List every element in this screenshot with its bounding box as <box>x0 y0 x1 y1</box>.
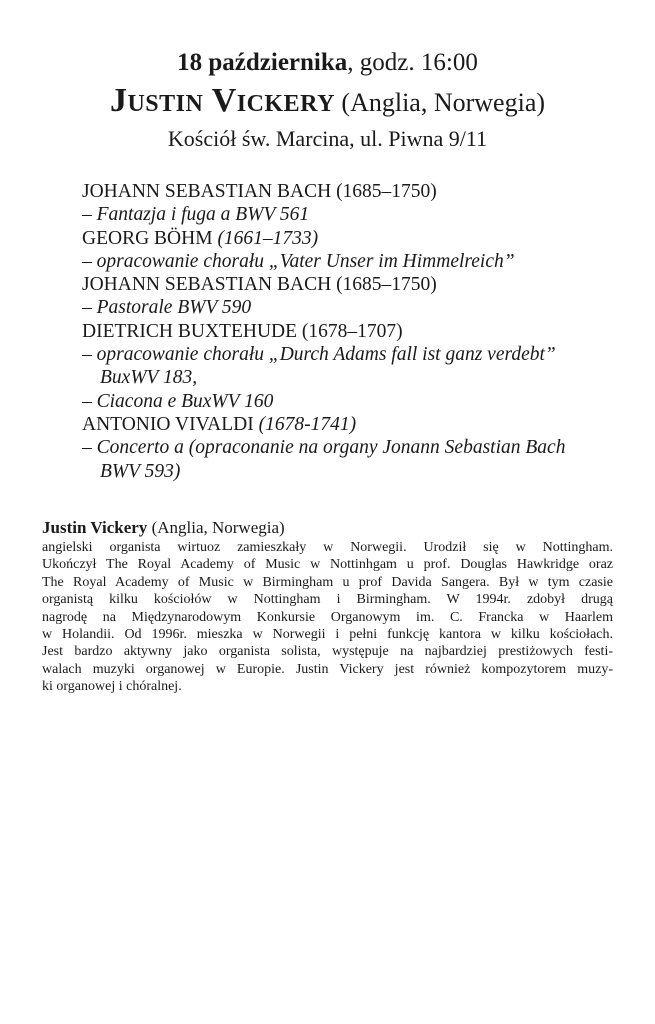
bio-line: walach muzyki organowej w Europie. Justin Vickery jest również kompozytorem muzy- <box>42 661 613 677</box>
program-composer <box>82 413 622 436</box>
bio-line: nagrodę na Międzynarodowym Konkursie Organowym im. C. Francka w Haarlem <box>42 609 613 625</box>
composer-dates: (1678–1707) <box>297 320 403 342</box>
program-composer <box>82 320 622 343</box>
composer-dates: (1685–1750) <box>331 274 437 296</box>
program-work: – Pastorale BWV 590 <box>82 297 252 319</box>
performer-bio <box>42 517 613 696</box>
bio-line: angielski organista wirtuoz zamieszkały w Norwegii. Urodził się w Nottingham. <box>42 540 613 555</box>
performer-origin: (Anglia, Norwegia) <box>334 88 546 117</box>
program-list <box>82 180 622 483</box>
composer-name: ANTONIO VIVALDI <box>82 413 254 435</box>
bio-text <box>42 539 613 696</box>
bio-origin: (Anglia, Norwegia) <box>147 518 285 537</box>
composer-dates: (1661–1733) <box>212 227 319 249</box>
program-work: – Ciacona e BuxWV 160 <box>82 390 274 412</box>
program-work: – Concerto a (opraconanie na organy Jonann Sebastian Bach <box>82 437 566 459</box>
composer-name: DIETRICH BUXTEHUDE <box>82 320 298 342</box>
bio-line: Jest bardzo aktywny jako organista solista, występuje na najbardziej prestiżowych festi- <box>42 644 613 660</box>
concert-date: 18 października <box>177 49 348 76</box>
bio-line: Ukończył The Royal Academy of Music w Nottinhgam u prof. Douglas Hawkridge oraz <box>42 557 613 573</box>
concert-header <box>0 46 655 154</box>
concert-date-line <box>0 46 655 80</box>
bio-line: w Holandii. Od 1996r. mieszka w Norwegii i pełni funkcję kantora w kilku kościołach. <box>42 627 613 643</box>
performer-name: Justin Vickery <box>109 82 335 119</box>
bio-line: organistą kilku kościołów w Nottingham i Birmingham. W 1994r. zdobył drugą <box>42 592 613 608</box>
program-work: BWV 593) <box>100 460 181 482</box>
composer-dates: (1685–1750) <box>331 181 437 202</box>
bio-heading <box>42 517 613 539</box>
composer-dates: (1678-1741) <box>253 413 357 435</box>
composer-name: GEORG BÖHM <box>82 227 213 249</box>
program-work: – Fantazja i fuga a BWV 561 <box>82 204 310 226</box>
bio-name: Justin Vickery <box>42 518 148 537</box>
composer-name: JOHANN SEBASTIAN BACH <box>82 274 332 296</box>
bio-line: ki organowej i chóralnej. <box>42 679 182 695</box>
program-composer <box>82 180 622 203</box>
composer-name: JOHANN SEBASTIAN BACH <box>82 181 332 202</box>
program-composer <box>82 227 622 250</box>
bio-line: The Royal Academy of Music w Birmingham u prof Davida Sangera. Był w tym czasie <box>42 574 613 590</box>
program-work: – opracowanie chorału „Durch Adams fall ist ganz verdebt” <box>82 344 556 366</box>
concert-time: , godz. 16:00 <box>347 49 478 76</box>
performer-line <box>0 82 655 122</box>
program-work: BuxWV 183, <box>100 367 198 389</box>
program-work: – opracowanie chorału „Vater Unser im Himmelreich” <box>82 250 515 272</box>
concert-venue: Kościół św. Marcina, ul. Piwna 9/11 <box>167 126 488 151</box>
program-composer <box>82 273 622 296</box>
